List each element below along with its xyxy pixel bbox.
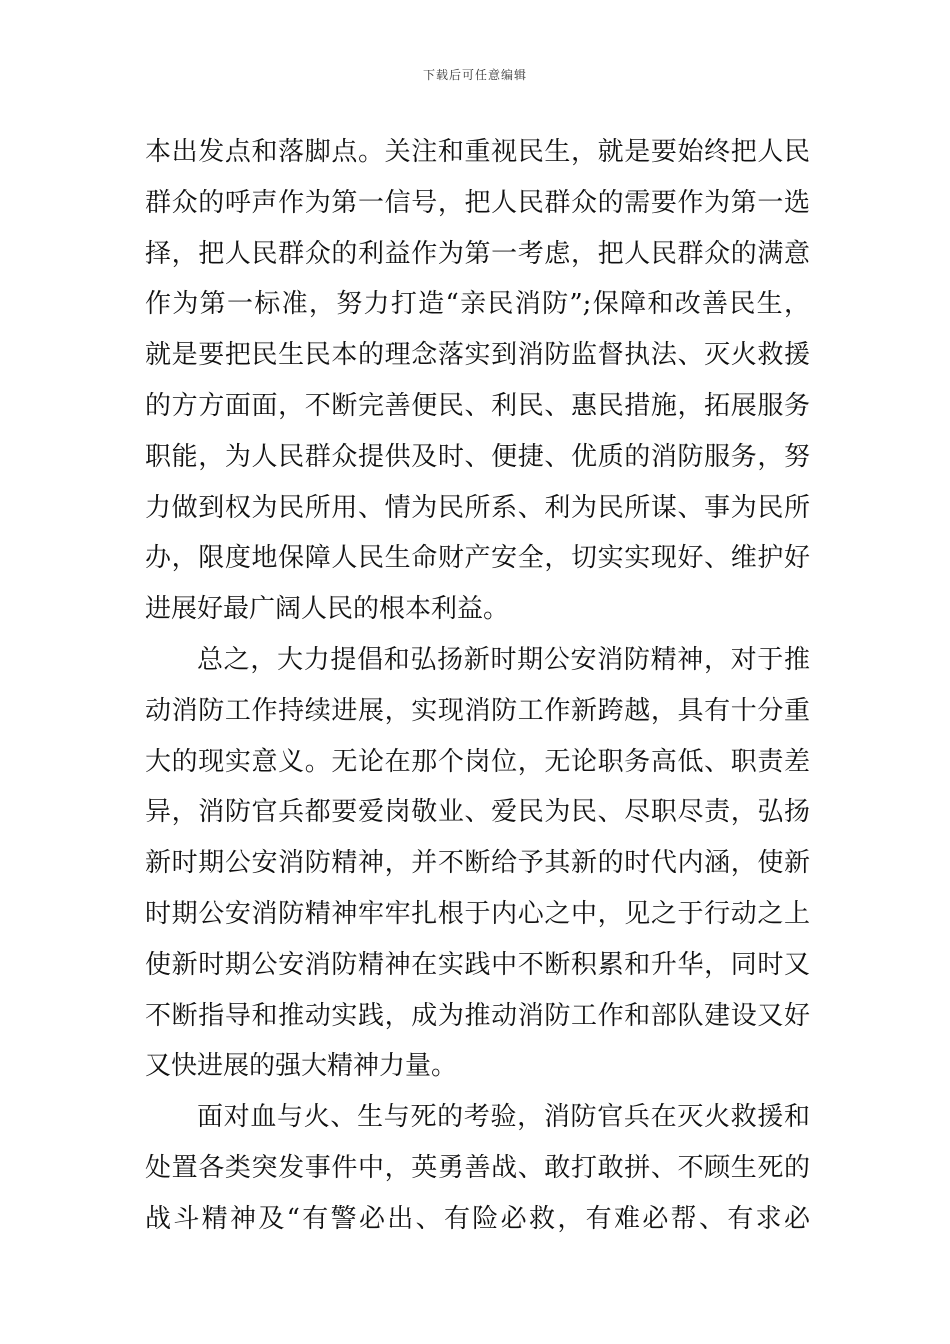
text-line: 使新时期公安消防精神在实践中不断积累和升华，同时又 xyxy=(145,949,810,980)
body-text xyxy=(145,127,810,1245)
text-line: 本出发点和落脚点。关注和重视民生，就是要始终把人民 xyxy=(145,137,810,167)
text-line: 职能，为人民群众提供及时、便捷、优质的消防服务，努 xyxy=(145,441,810,472)
text-line: 新时期公安消防精神，并不断给予其新的时代内涵，使新 xyxy=(145,848,810,879)
text-line: 进展好最广阔人民的根本利益。 xyxy=(145,594,510,625)
text-line: 群众的呼声作为第一信号，把人民群众的需要作为第一选 xyxy=(145,187,810,218)
text-line: 大的现实意义。无论在那个岗位，无论职务高低、职责差 xyxy=(145,746,810,777)
text-line: 异，消防官兵都要爱岗敬业、爱民为民、尽职尽责，弘扬 xyxy=(145,797,810,828)
text-line: 力做到权为民所用、情为民所系、利为民所谋、事为民所 xyxy=(145,492,810,523)
text-line: 战斗精神及“有警必出、有险必救，有难必帮、有求必 xyxy=(145,1203,810,1234)
text-line: 择，把人民群众的利益作为第一考虑，把人民群众的满意 xyxy=(145,238,810,269)
text-line: 时期公安消防精神牢牢扎根于内心之中，见之于行动之上 xyxy=(145,898,810,929)
text-line: 作为第一标准，努力打造“亲民消防”;保障和改善民生， xyxy=(145,289,810,320)
text-line: 不断指导和推动实践，成为推动消防工作和部队建设又好 xyxy=(145,1000,810,1031)
text-line: 的方方面面，不断完善便民、利民、惠民措施，拓展服务 xyxy=(145,390,810,421)
paragraph-start-line: 面对血与火、生与死的考验，消防官兵在灭火救援和 xyxy=(197,1102,810,1133)
paragraph-start-line: 总之，大力提倡和弘扬新时期公安消防精神，对于推 xyxy=(197,644,810,675)
header-note: 下载后可任意编辑 xyxy=(422,68,527,82)
text-line: 办，限度地保障人民生命财产安全，切实实现好、维护好 xyxy=(145,543,810,574)
text-line: 又快进展的强大精神力量。 xyxy=(145,1051,458,1082)
text-line: 动消防工作持续进展，实现消防工作新跨越，具有十分重 xyxy=(145,695,810,726)
text-line: 就是要把民生民本的理念落实到消防监督执法、灭火救援 xyxy=(145,340,810,371)
text-line: 处置各类突发事件中，英勇善战、敢打敢拼、不顾生死的 xyxy=(145,1152,810,1183)
